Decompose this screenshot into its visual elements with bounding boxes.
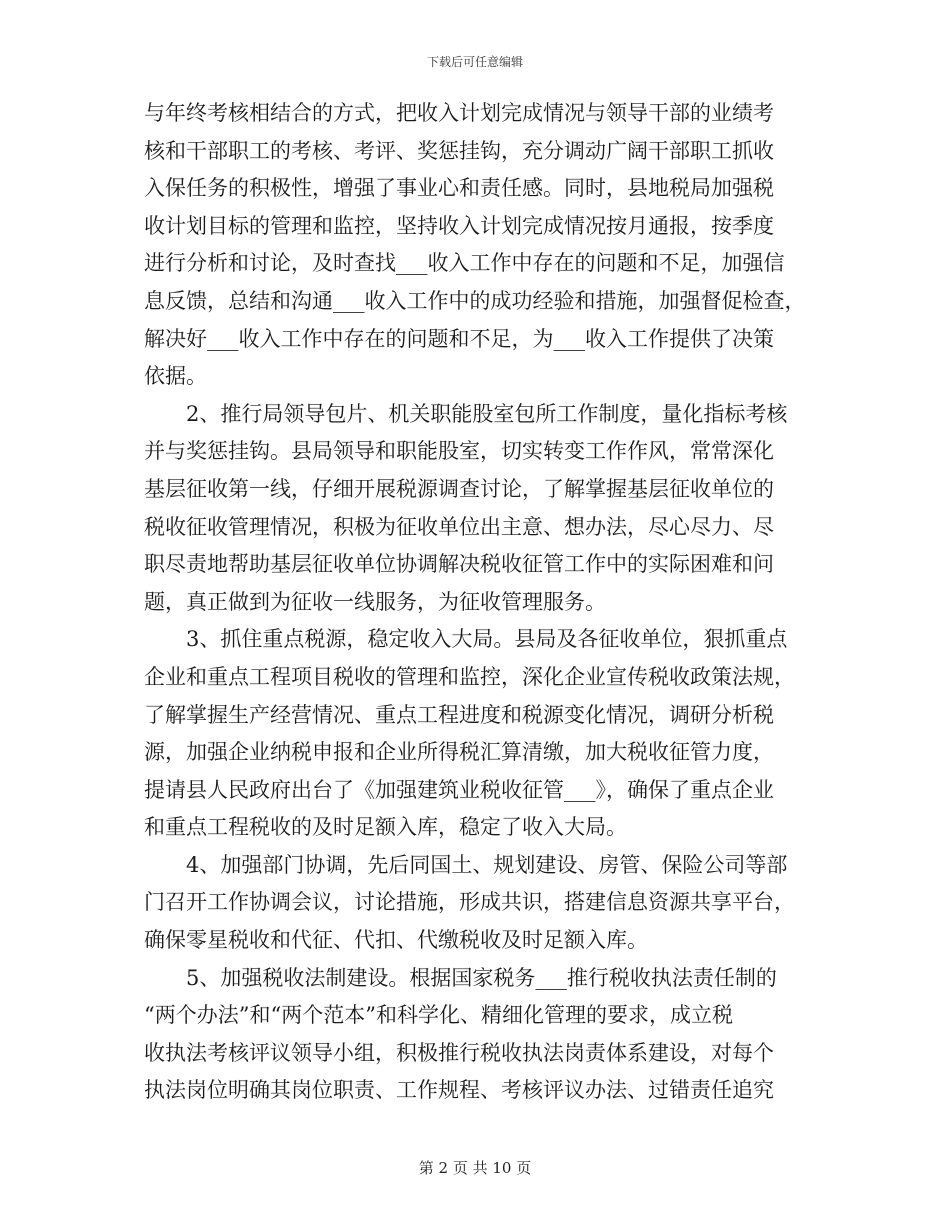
text-line: 源，加强企业纳税申报和企业所得税汇算清缴，加大税收征管力度，	[144, 740, 774, 765]
text-line: 收计划目标的管理和监控，坚持收入计划完成情况按月通报，按季度	[144, 213, 774, 238]
text-line: 职尽责地帮助基层征收单位协调解决税收征管工作中的实际困难和问	[144, 552, 774, 577]
text-line: 并与奖惩挂钩。县局领导和职能股室，切实转变工作作风，常常深化	[144, 439, 774, 464]
document-body	[144, 98, 814, 1113]
text-line: 收执法考核评议领导小组，积极推行税收执法岗责体系建设，对每个	[144, 1040, 774, 1065]
text-line: 与年终考核相结合的方式，把收入计划完成情况与领导干部的业绩考	[144, 101, 774, 125]
paragraph-start-line: 5、加强税收法制建设。根据国家税务___推行税收执法责任制的	[186, 965, 777, 990]
text-line: “两个办法”和“两个范本”和科学化、精细化管理的要求，成立税	[144, 1003, 733, 1028]
text-line: 提请县人民政府出台了《加强建筑业税收征管___》，确保了重点企业	[144, 777, 774, 802]
text-line: 门召开工作协调会议，讨论措施，形成共识，搭建信息资源共享平台，	[144, 890, 795, 915]
text-line: 入保任务的积极性，增强了事业心和责任感。同时，县地税局加强税	[144, 176, 774, 201]
page-footer: 第 2 页 共 10 页	[418, 1159, 532, 1177]
text-line: 进行分析和讨论，及时查找___收入工作中存在的问题和不足，加强信	[144, 251, 785, 276]
text-line: 执法岗位明确其岗位职责、工作规程、考核评议办法、过错责任追究	[144, 1078, 774, 1103]
text-line: 核和干部职工的考核、考评、奖惩挂钩，充分调动广阔干部职工抓收	[144, 138, 774, 163]
paragraph-start-line: 4、加强部门协调，先后同国土、规划建设、房管、保险公司等部	[186, 852, 788, 877]
paragraph-start-line: 2、推行局领导包片、机关职能股室包所工作制度，量化指标考核	[186, 401, 788, 426]
page-header: 下载后可任意编辑	[426, 55, 523, 69]
text-line: 税收征收管理情况，积极为征收单位出主意、想办法，尽心尽力、尽	[144, 514, 774, 539]
text-line: 息反馈，总结和沟通___收入工作中的成功经验和措施，加强督促检查，	[144, 288, 806, 313]
paragraph-start-line: 3、抓住重点税源，稳定收入大局。县局及各征收单位，狠抓重点	[186, 627, 788, 652]
text-line: 题，真正做到为征收一线服务，为征收管理服务。	[144, 589, 606, 614]
text-line: 基层征收第一线，仔细开展税源调查讨论，了解掌握基层征收单位的	[144, 476, 774, 501]
text-line: 依据。	[144, 364, 207, 389]
text-line: 解决好___收入工作中存在的问题和不足，为___收入工作提供了决策	[144, 326, 774, 351]
text-line: 了解掌握生产经营情况、重点工程进度和税源变化情况，调研分析税	[144, 702, 774, 727]
text-line: 确保零星税收和代征、代扣、代缴税收及时足额入库。	[144, 928, 648, 953]
text-line: 企业和重点工程项目税收的管理和监控，深化企业宣传税收政策法规，	[144, 664, 795, 689]
text-line: 和重点工程税收的及时足额入库，稳定了收入大局。	[144, 815, 627, 840]
